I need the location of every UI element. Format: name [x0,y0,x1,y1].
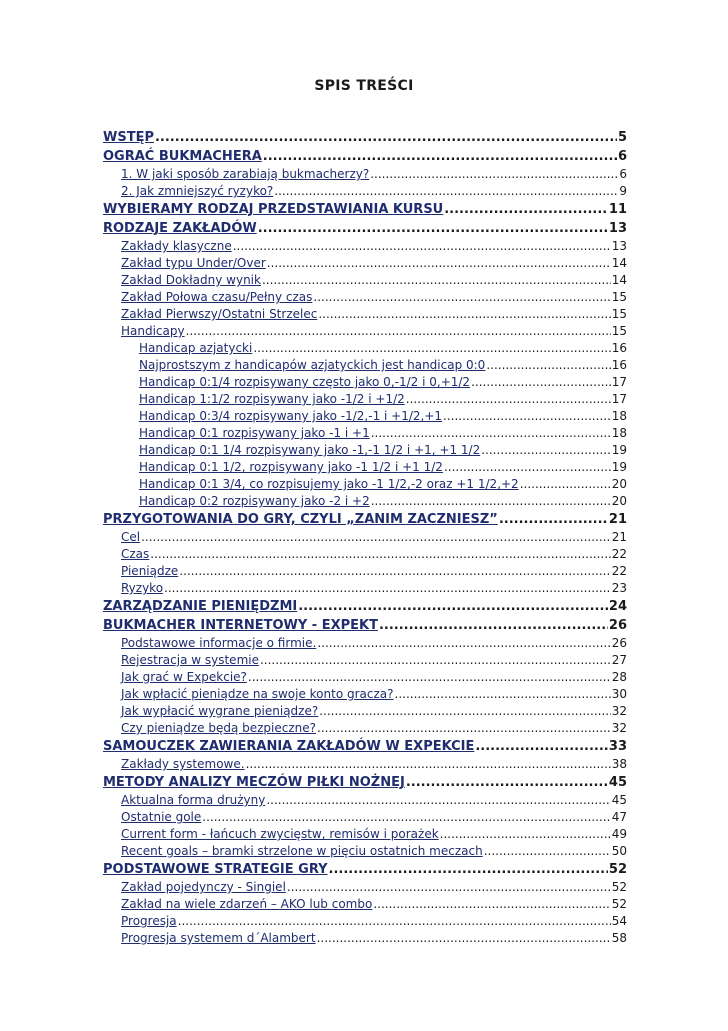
toc-entry-page[interactable]: 15 [611,307,627,321]
toc-entry-page[interactable]: 20 [611,494,627,508]
toc-entry[interactable] [103,323,627,340]
toc-dot-leader [371,493,611,510]
toc-entry-label[interactable]: Handicap 0:1 1/2, rozpisywany jako -1 1/2 i +1 1/2 [139,460,443,474]
toc-entry-page[interactable]: 15 [611,324,627,338]
toc-dot-leader [317,635,610,652]
toc-entry[interactable] [103,563,627,580]
toc-entry[interactable] [103,669,627,686]
toc-entry[interactable] [103,442,627,459]
toc-dot-leader [266,792,610,809]
toc-entry[interactable] [103,843,627,860]
toc-dot-leader [484,843,611,860]
toc-dot-leader [186,323,611,340]
toc-entry-label[interactable]: METODY ANALIZY MECZÓW PIŁKI NOŻNEJ [103,775,405,790]
toc-entry-page[interactable]: 26 [611,636,627,650]
toc-entry-label[interactable]: Current form - łańcuch zwycięstw, remisów i porażek [121,827,439,841]
toc-dot-leader [406,391,611,408]
toc-entry-page[interactable]: 18 [611,426,627,440]
toc-dot-leader [155,128,617,147]
toc-entry-page[interactable]: 26 [608,618,627,633]
toc-entry-page[interactable]: 23 [611,581,627,595]
toc-entry[interactable] [103,737,627,756]
toc-entry-page[interactable]: 17 [611,392,627,406]
toc-entry-page[interactable]: 13 [608,221,627,236]
toc-dot-leader [406,773,608,792]
toc-dot-leader [233,238,611,255]
toc-dot-leader [260,652,611,669]
toc-dot-leader [317,930,611,947]
toc-entry-page[interactable]: 52 [608,862,627,877]
toc-entry-page[interactable]: 16 [611,341,627,355]
toc-entry-page[interactable]: 24 [608,599,627,614]
toc-entry-page[interactable]: 15 [611,290,627,304]
toc-entry-page[interactable]: 54 [611,914,627,928]
toc-entry[interactable] [103,374,627,391]
toc-entry-label[interactable]: Ryzyko [121,581,164,595]
toc-entry[interactable] [103,930,627,947]
toc-dot-leader [274,183,618,200]
toc-entry-page[interactable]: 50 [611,844,627,858]
toc-entry-page[interactable]: 38 [611,757,627,771]
toc-entry-label[interactable]: SAMOUCZEK ZAWIERANIA ZAKŁADÓW W EXPEKCIE [103,739,475,754]
toc-dot-leader [202,809,610,826]
toc-entry[interactable] [103,809,627,826]
toc-entry-page[interactable]: 19 [611,443,627,457]
toc-entry[interactable] [103,166,627,183]
toc-entry[interactable] [103,493,627,510]
toc-entry[interactable] [103,425,627,442]
toc-dot-leader [248,669,611,686]
toc-entry[interactable] [103,128,627,147]
toc-entry[interactable] [103,860,627,879]
toc-entry-label[interactable]: Zakład Pierwszy/Ostatni Strzelec [121,307,318,321]
toc-entry-label[interactable]: BUKMACHER INTERNETOWY - EXPEKT [103,618,378,633]
toc-dot-leader [395,686,611,703]
toc-dot-leader [246,756,611,773]
toc-dot-leader [319,703,611,720]
toc-entry[interactable] [103,580,627,597]
toc-entry[interactable] [103,510,627,529]
toc-dot-leader [329,860,608,879]
toc-entry-label[interactable]: Zakład Dokładny wynik [121,273,261,287]
toc-entry-label[interactable]: Zakład typu Under/Over [121,256,266,270]
toc-dot-leader [373,896,610,913]
toc-entry-page[interactable]: 21 [611,530,627,544]
toc-dot-leader [471,374,611,391]
toc-entry[interactable] [103,340,627,357]
toc-dot-leader [371,425,611,442]
toc-entry-label[interactable]: Jak wypłacić wygrane pieniądze? [121,704,319,718]
toc-entry-page[interactable]: 52 [611,897,627,911]
toc-entry-label[interactable]: Handicap 0:2 rozpisywany jako -2 i +2 [139,494,370,508]
toc-entry-page[interactable]: 20 [611,477,627,491]
toc-entry[interactable] [103,529,627,546]
toc-entry[interactable] [103,652,627,669]
toc-entry[interactable] [103,289,627,306]
toc-entry-label[interactable]: RODZAJE ZAKŁADÓW [103,221,257,236]
toc-entry-label[interactable]: Aktualna forma drużyny [121,793,266,807]
toc-dot-leader [520,476,611,493]
toc-entry-page[interactable]: 16 [611,358,627,372]
toc-dot-leader [179,563,610,580]
toc-entry[interactable] [103,879,627,896]
toc-entry-page[interactable]: 22 [611,547,627,561]
toc-dot-leader [317,720,611,737]
toc-entry[interactable] [103,255,627,272]
toc-dot-leader [475,737,608,756]
toc-entry-label[interactable]: Najprostszym z handicapów azjatyckich jest handicap 0:0 [139,358,486,372]
toc-entry[interactable] [103,200,627,219]
toc-entry[interactable] [103,357,627,374]
toc-entry-label[interactable]: Cel [121,530,141,544]
toc-dot-leader [499,510,608,529]
toc-entry[interactable] [103,476,627,493]
toc-entry-page[interactable]: 18 [611,409,627,423]
toc-dot-leader [370,166,618,183]
toc-entry[interactable] [103,459,627,476]
toc-entry[interactable] [103,616,627,635]
toc-entry-page[interactable]: 5 [617,130,627,145]
toc-entry-label[interactable]: Handicap azjatycki [139,341,253,355]
toc-dot-leader [258,219,608,238]
toc-entry-page[interactable]: 17 [611,375,627,389]
toc-entry-label[interactable]: Progresja systemem d´Alambert [121,931,316,945]
toc-entry-page[interactable]: 45 [608,775,627,790]
toc-entry[interactable] [103,896,627,913]
toc-dot-leader [141,529,611,546]
toc-entry-page[interactable]: 47 [611,810,627,824]
toc-entry-label[interactable]: Zakłady klasyczne [121,239,232,253]
toc-entry[interactable] [103,238,627,255]
toc-entry-label[interactable]: Handicap 0:1 3/4, co rozpisujemy jako -1 1/2,-2 oraz +1 1/2,+2 [139,477,519,491]
toc-entry-label[interactable]: Czy pieniądze będą bezpieczne? [121,721,317,735]
toc-entry-page[interactable]: 58 [611,931,627,945]
toc-entry-label[interactable]: Zakład pojedynczy - Singiel [121,880,286,894]
toc-entry[interactable] [103,183,627,200]
toc-entry-page[interactable]: 14 [611,256,627,270]
toc-entry-label[interactable]: Handicapy [121,324,185,338]
toc-dot-leader [150,546,610,563]
toc-entry-label[interactable]: Handicap 1:1/2 rozpisywany jako -1/2 i +1/2 [139,392,405,406]
toc-entry[interactable] [103,686,627,703]
toc-dot-leader [444,459,611,476]
toc-entry-label[interactable]: 2. Jak zmniejszyć ryzyko? [121,184,274,198]
toc-dot-leader [287,879,611,896]
toc-entry-label[interactable]: Jak wpłacić pieniądze na swoje konto gracza? [121,687,394,701]
toc-entry-page[interactable]: 11 [608,202,627,217]
toc-entry-page[interactable]: 33 [608,739,627,754]
toc-dot-leader [313,289,610,306]
toc-dot-leader [486,357,610,374]
toc-entry[interactable] [103,703,627,720]
toc-dot-leader [253,340,610,357]
toc-entry-label[interactable]: Pieniądze [121,564,179,578]
toc-entry[interactable] [103,720,627,737]
toc-entry-page[interactable]: 19 [611,460,627,474]
toc-entry[interactable] [103,913,627,930]
toc-entry-page[interactable]: 6 [619,167,627,181]
toc-entry[interactable] [103,272,627,289]
toc-entry-label[interactable]: Zakład na wiele zdarzeń – AKO lub combo [121,897,373,911]
toc-entry-label[interactable]: Zakłady systemowe. [121,757,245,771]
toc-entry-label[interactable]: 1. W jaki sposób zarabiają bukmacherzy? [121,167,370,181]
toc-dot-leader [263,147,617,166]
toc-dot-leader [443,408,611,425]
toc-entry-page[interactable]: 30 [611,687,627,701]
toc-dot-leader [164,580,611,597]
toc-entry-label[interactable]: Ostatnie gole [121,810,202,824]
toc-entry-page[interactable]: 9 [619,184,627,198]
table-of-contents [103,128,627,947]
toc-dot-leader [379,616,608,635]
toc-entry-label[interactable]: ZARZĄDZANIE PIENIĘDZMI [103,599,298,614]
toc-entry-label[interactable]: Czas [121,547,150,561]
toc-dot-leader [262,272,611,289]
toc-entry-page[interactable]: 6 [617,149,627,164]
toc-entry-label[interactable]: Handicap 0:1/4 rozpisywany często jako 0,-1/2 i 0,+1/2 [139,375,471,389]
toc-entry-page[interactable]: 27 [611,653,627,667]
toc-entry-label[interactable]: WYBIERAMY RODZAJ PRZEDSTAWIANIA KURSU [103,202,444,217]
toc-dot-leader [481,442,611,459]
toc-entry-label[interactable]: Progresja [121,914,177,928]
toc-entry-page[interactable]: 13 [611,239,627,253]
toc-dot-leader [444,200,608,219]
toc-entry[interactable] [103,792,627,809]
toc-entry[interactable] [103,546,627,563]
toc-entry[interactable] [103,773,627,792]
toc-entry[interactable] [103,219,627,238]
toc-entry-page[interactable]: 32 [611,721,627,735]
toc-entry[interactable] [103,408,627,425]
toc-entry[interactable] [103,147,627,166]
toc-dot-leader [298,597,608,616]
toc-entry-label[interactable]: Handicap 0:3/4 rozpisywany jako -1/2,-1 i +1/2,+1 [139,409,443,423]
toc-entry-label[interactable]: OGRAĆ BUKMACHERA [103,149,262,164]
toc-entry-label[interactable]: Zakład Połowa czasu/Pełny czas [121,290,313,304]
toc-entry-label[interactable]: WSTĘP [103,130,154,145]
toc-dot-leader [440,826,611,843]
toc-entry-label[interactable]: Recent goals – bramki strzelone w pięciu ostatnich meczach [121,844,483,858]
toc-entry-label[interactable]: PRZYGOTOWANIA DO GRY, CZYLI „ZANIM ZACZNIESZ” [103,512,498,527]
page-title: SPIS TREŚCI [314,78,414,94]
toc-entry-page[interactable]: 22 [611,564,627,578]
toc-entry-label[interactable]: Podstawowe informacje o firmie. [121,636,317,650]
toc-entry-page[interactable]: 52 [611,880,627,894]
toc-entry-page[interactable]: 32 [611,704,627,718]
toc-entry-label[interactable]: Handicap 0:1 rozpisywany jako -1 i +1 [139,426,370,440]
toc-entry-label[interactable]: Rejestracja w systemie [121,653,259,667]
toc-entry[interactable] [103,391,627,408]
toc-entry-page[interactable]: 45 [611,793,627,807]
toc-entry-page[interactable]: 49 [611,827,627,841]
toc-dot-leader [267,255,611,272]
toc-dot-leader [178,913,611,930]
toc-entry-label[interactable]: PODSTAWOWE STRATEGIE GRY [103,862,328,877]
toc-dot-leader [318,306,610,323]
toc-entry[interactable] [103,826,627,843]
toc-entry[interactable] [103,306,627,323]
toc-entry[interactable] [103,597,627,616]
toc-entry-page[interactable]: 21 [608,512,627,527]
toc-entry[interactable] [103,635,627,652]
toc-entry-page[interactable]: 28 [611,670,627,684]
toc-entry-label[interactable]: Jak grać w Expekcie? [121,670,247,684]
toc-entry[interactable] [103,756,627,773]
toc-entry-page[interactable]: 14 [611,273,627,287]
toc-entry-label[interactable]: Handicap 0:1 1/4 rozpisywany jako -1,-1 1/2 i +1, +1 1/2 [139,443,481,457]
